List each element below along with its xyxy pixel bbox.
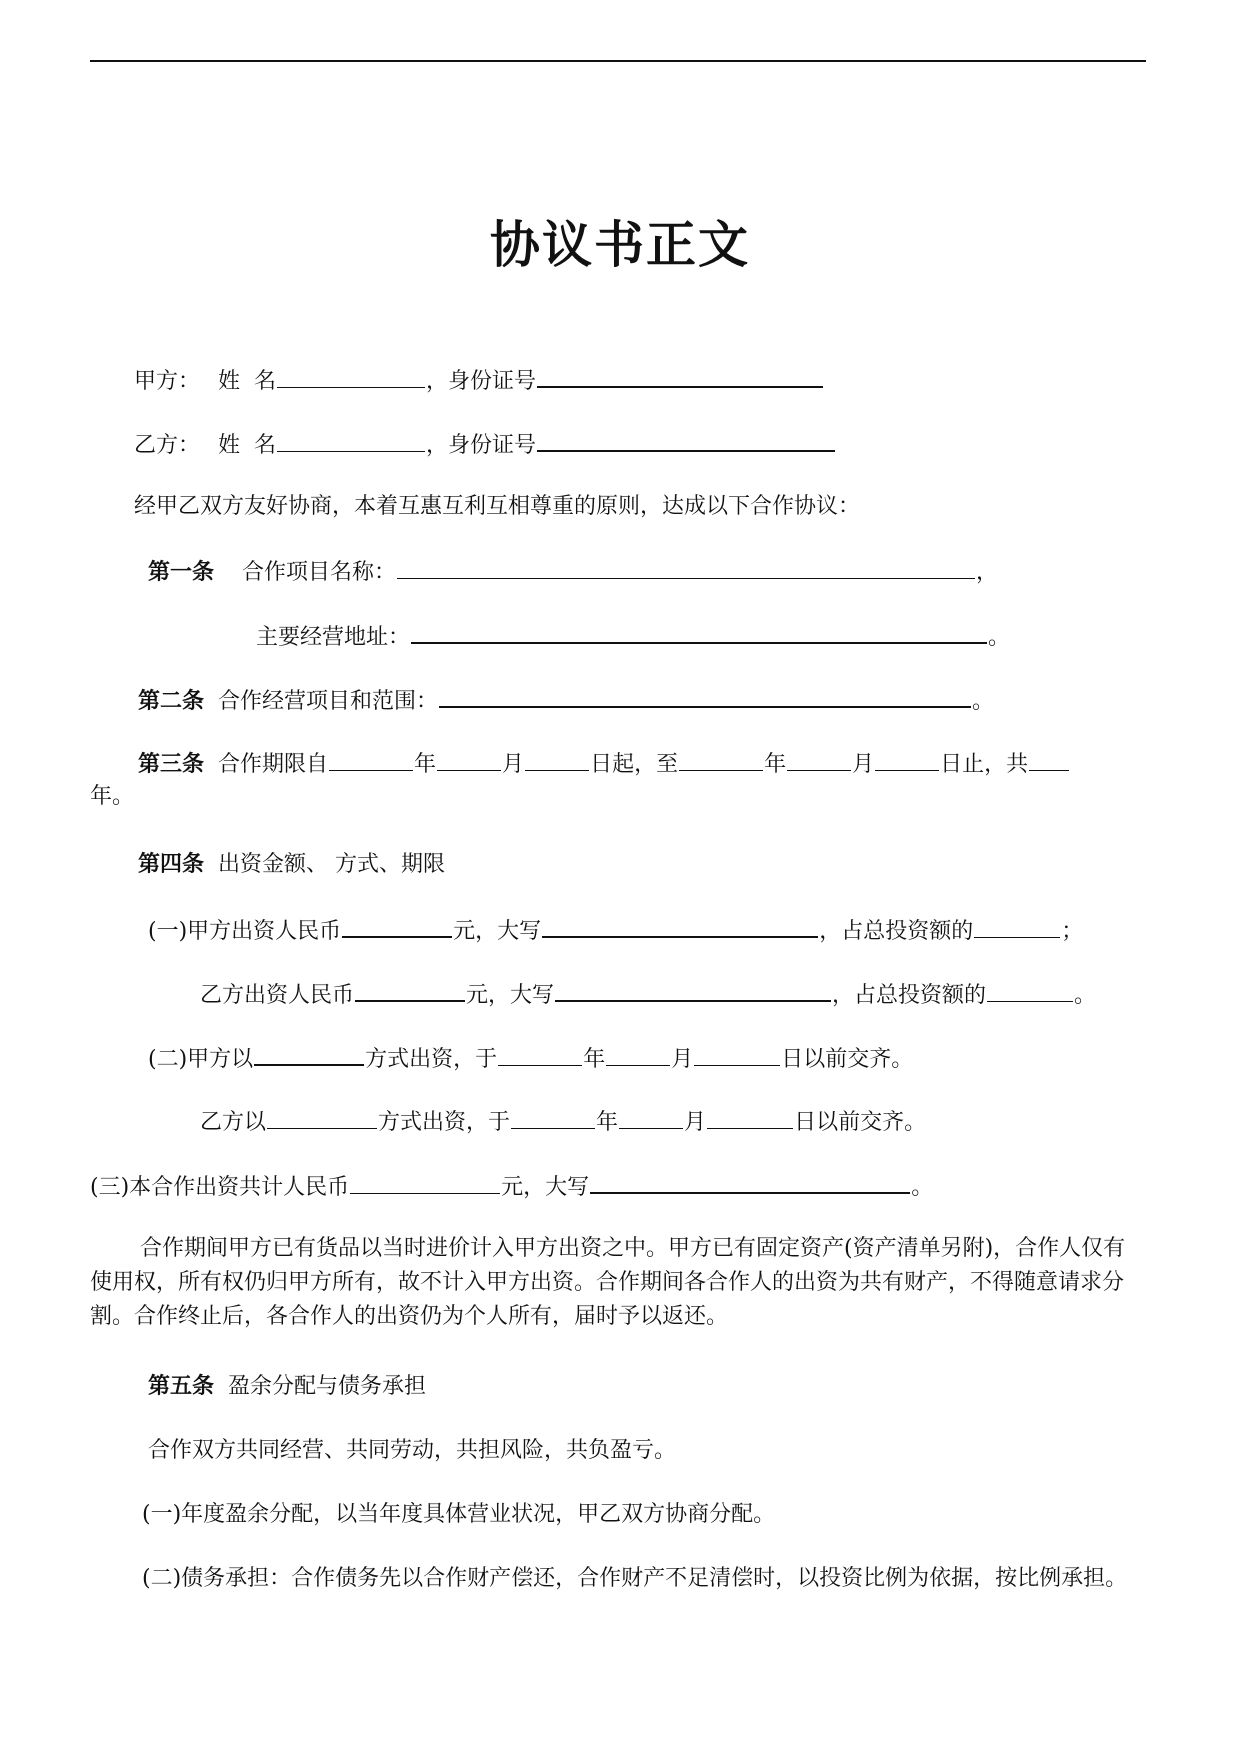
party-a-amount-blank[interactable] — [342, 912, 452, 938]
party-a-investment-line — [148, 912, 1083, 949]
party-b-id-blank[interactable] — [537, 426, 835, 452]
party-b-amount-words-blank[interactable] — [555, 976, 831, 1002]
party-b-id-label: ，身份证号 — [426, 433, 537, 458]
party-a-id-label: ，身份证号 — [426, 369, 537, 394]
party-b-name-blank[interactable] — [277, 427, 425, 452]
party-b-investment-line — [200, 976, 1096, 1013]
party-a-due-month-blank[interactable] — [606, 1041, 670, 1066]
scope-end: 。 — [972, 689, 995, 714]
party-a-due-day-blank[interactable] — [694, 1041, 780, 1066]
article-4-heading: 第四条 — [138, 852, 205, 877]
article-5-heading: 第五条 — [148, 1374, 215, 1399]
term-end-year-blank[interactable] — [679, 746, 763, 771]
document-title: 协议书正文 — [490, 216, 750, 274]
term-month-label: 月 — [502, 752, 525, 777]
total-end: 。 — [911, 1175, 934, 1200]
term-end-day-blank[interactable] — [875, 746, 939, 771]
party-a-method-blank[interactable] — [254, 1040, 364, 1066]
party-a-year-label: 年 — [583, 1047, 606, 1072]
article-5-p1: 合作双方共同经营、共同劳动，共担风险，共负盈亏。 — [148, 1438, 677, 1463]
article-2-heading: 第二条 — [138, 689, 205, 714]
party-b-method-text: 方式出资，于 — [378, 1110, 511, 1135]
term-start-month-blank[interactable] — [437, 746, 501, 771]
term-start-day-blank[interactable] — [525, 746, 589, 771]
address-label: 主要经营地址： — [256, 625, 411, 650]
address-end: 。 — [988, 625, 1011, 650]
party-a-name-blank[interactable] — [277, 363, 425, 388]
scope-label: 合作经营项目和范围： — [218, 689, 439, 714]
assets-paragraph: 合作期间甲方已有货品以当时进价计入甲方出资之中。甲方已有固定资产(资产清单另附)，合作人仅有使用权，所有权仍归甲方所有，故不计入甲方出资。合作期间各合作人的出资为共有财产，不得随意请求分割。合作终止后，各合作人的出资仍为个人所有，届时予以返还。 — [90, 1236, 1126, 1329]
article-3-tail: 年。 — [90, 784, 135, 809]
party-b-month-label: 月 — [684, 1110, 707, 1135]
term-years-blank[interactable] — [1029, 746, 1069, 771]
article-1-project-line — [148, 554, 998, 590]
party-b-yuan-label: 元，大写 — [466, 983, 555, 1008]
article-1-heading: 第一条 — [148, 560, 215, 585]
term-year-label-2: 年 — [764, 752, 787, 777]
party-b-label: 乙方： — [134, 433, 201, 458]
term-end-label: 日止，共 — [940, 752, 1029, 777]
term-from-label: 合作期限自 — [218, 752, 329, 777]
top-rule — [90, 60, 1146, 62]
party-b-name-label: 姓 名 — [218, 433, 277, 458]
project-name-end: ， — [976, 560, 999, 585]
party-b-method-blank[interactable] — [267, 1104, 377, 1129]
intro-text: 经甲乙双方友好协商，本着互惠互利互相尊重的原则，达成以下合作协议： — [134, 494, 861, 519]
party-a-label: 甲方： — [134, 369, 201, 394]
party-a-due-text: 日以前交齐。 — [781, 1047, 914, 1072]
term-month-label-2: 月 — [852, 752, 875, 777]
party-b-line — [134, 426, 836, 463]
party-b-due-day-blank[interactable] — [707, 1104, 793, 1129]
term-start-year-blank[interactable] — [329, 746, 413, 771]
term-end-month-blank[interactable] — [787, 746, 851, 771]
article-2-line — [138, 682, 994, 719]
total-investment-line — [90, 1168, 933, 1205]
party-a-id-blank[interactable] — [537, 362, 823, 388]
article-5-heading-line — [148, 1370, 426, 1404]
party-a-method-text: 方式出资，于 — [365, 1047, 498, 1072]
article-5-p3: (二)债务承担：合作债务先以合作财产偿还，合作财产不足清偿时，以投资比例为依据，按比例承担。 — [142, 1566, 1128, 1591]
article-5-title: 盈余分配与债务承担 — [228, 1374, 427, 1399]
article-4-heading-line — [138, 848, 445, 882]
total-investment-label: (三)本合作出资共计人民币 — [90, 1175, 350, 1200]
term-year-label: 年 — [414, 752, 437, 777]
article-1-address-line — [256, 618, 1010, 655]
party-a-month-label: 月 — [671, 1047, 694, 1072]
party-b-share-blank[interactable] — [987, 977, 1073, 1002]
project-name-blank[interactable] — [397, 554, 975, 579]
party-b-method-label: 乙方以 — [200, 1110, 267, 1135]
article-3-heading: 第三条 — [138, 752, 205, 777]
party-a-name-label: 姓 名 — [218, 369, 277, 394]
party-a-due-year-blank[interactable] — [498, 1041, 582, 1066]
party-a-method-line — [148, 1040, 913, 1077]
total-yuan-label: 元，大写 — [501, 1175, 590, 1200]
party-a-share-blank[interactable] — [974, 913, 1060, 938]
total-amount-blank[interactable] — [350, 1169, 500, 1194]
article-5-p2: (一)年度盈余分配，以当年度具体营业状况，甲乙双方协商分配。 — [142, 1502, 776, 1527]
term-start-label: 日起，至 — [590, 752, 679, 777]
party-b-investment-end: 。 — [1074, 983, 1097, 1008]
party-b-due-month-blank[interactable] — [619, 1104, 683, 1129]
party-b-due-year-blank[interactable] — [511, 1104, 595, 1129]
party-a-method-label: (二)甲方以 — [148, 1047, 254, 1072]
party-a-investment-label: (一)甲方出资人民币 — [148, 919, 342, 944]
party-a-investment-end: ； — [1061, 919, 1084, 944]
party-b-due-text: 日以前交齐。 — [794, 1110, 927, 1135]
party-b-share-label: ，占总投资额的 — [832, 983, 987, 1008]
article-4-title: 出资金额、 方式、期限 — [218, 852, 446, 877]
party-b-method-line — [200, 1104, 926, 1140]
party-b-year-label: 年 — [596, 1110, 619, 1135]
article-3-line — [138, 746, 1070, 782]
party-a-share-label: ，占总投资额的 — [819, 919, 974, 944]
party-a-amount-words-blank[interactable] — [542, 912, 818, 938]
party-b-amount-blank[interactable] — [355, 976, 465, 1002]
project-name-label: 合作项目名称： — [242, 560, 397, 585]
scope-blank[interactable] — [439, 682, 971, 708]
address-blank[interactable] — [411, 618, 987, 644]
total-amount-words-blank[interactable] — [590, 1168, 910, 1194]
party-b-investment-label: 乙方出资人民币 — [200, 983, 355, 1008]
party-a-yuan-label: 元，大写 — [453, 919, 542, 944]
party-a-line — [134, 362, 824, 399]
